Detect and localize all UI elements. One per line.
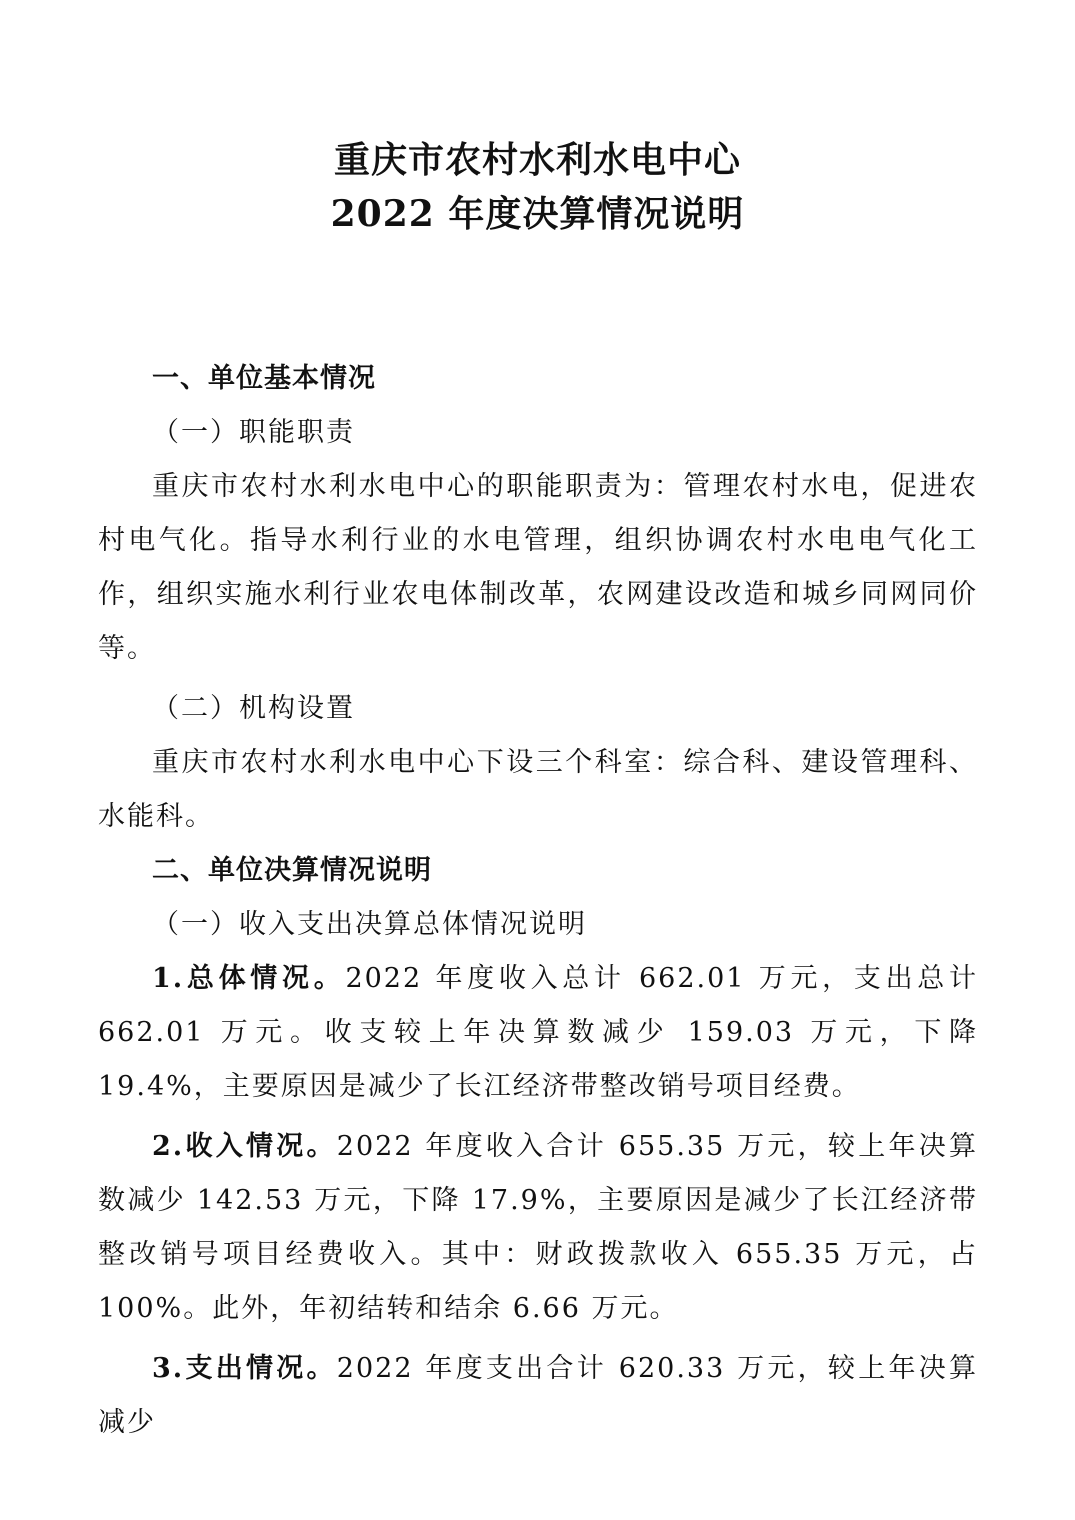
document-title-line-1: 重庆市农村水利水电中心	[333, 139, 741, 181]
paragraph-expenditure	[98, 1342, 978, 1450]
section-heading-basic-info: 一、单位基本情况	[152, 363, 376, 394]
paragraph-income-text: 2022 年度收入合计 655.35 万元，较上年决算数减少 142.53 万元，下降 17.9%，主要原因是减少了长江经济带整改销号项目经费收入。其中：财政拨款收入 655.35 万元，占 100%。此外，年初结转和结余 6.66 万元。	[98, 1131, 979, 1324]
paragraph-overall-lead: 1.总体情况。	[152, 963, 346, 994]
paragraph-organization: 重庆市农村水利水电中心下设三个科室：综合科、建设管理科、水能科。	[98, 747, 978, 832]
paragraph-income	[98, 1120, 978, 1336]
paragraph-overall	[98, 952, 978, 1114]
subheading-organization: （二）机构设置	[152, 693, 355, 724]
paragraph-expenditure-text: 2022 年度支出合计 620.33 万元，较上年决算减少	[98, 1353, 979, 1438]
section-heading-final-accounts: 二、单位决算情况说明	[152, 855, 432, 886]
document-body	[98, 352, 978, 1450]
paragraph-overall-text: 2022 年度收入总计 662.01 万元，支出总计 662.01 万元。收支较上年决算数减少 159.03 万元，下降 19.4%，主要原因是减少了长江经济带整改销号项目经费。	[98, 963, 978, 1102]
paragraph-expenditure-lead: 3.支出情况。	[152, 1353, 337, 1384]
subheading-overall: （一）收入支出决算总体情况说明	[152, 909, 587, 940]
subheading-functions: （一）职能职责	[152, 417, 355, 448]
paragraph-income-lead: 2.收入情况。	[152, 1131, 337, 1162]
paragraph-functions: 重庆市农村水利水电中心的职能职责为：管理农村水电，促进农村电气化。指导水利行业的水电管理，组织协调农村水电电气化工作，组织实施水利行业农电体制改革，农网建设改造和城乡同网同价等。	[98, 471, 978, 664]
document-title-line-2: 2022 年度决算情况说明	[330, 193, 745, 235]
